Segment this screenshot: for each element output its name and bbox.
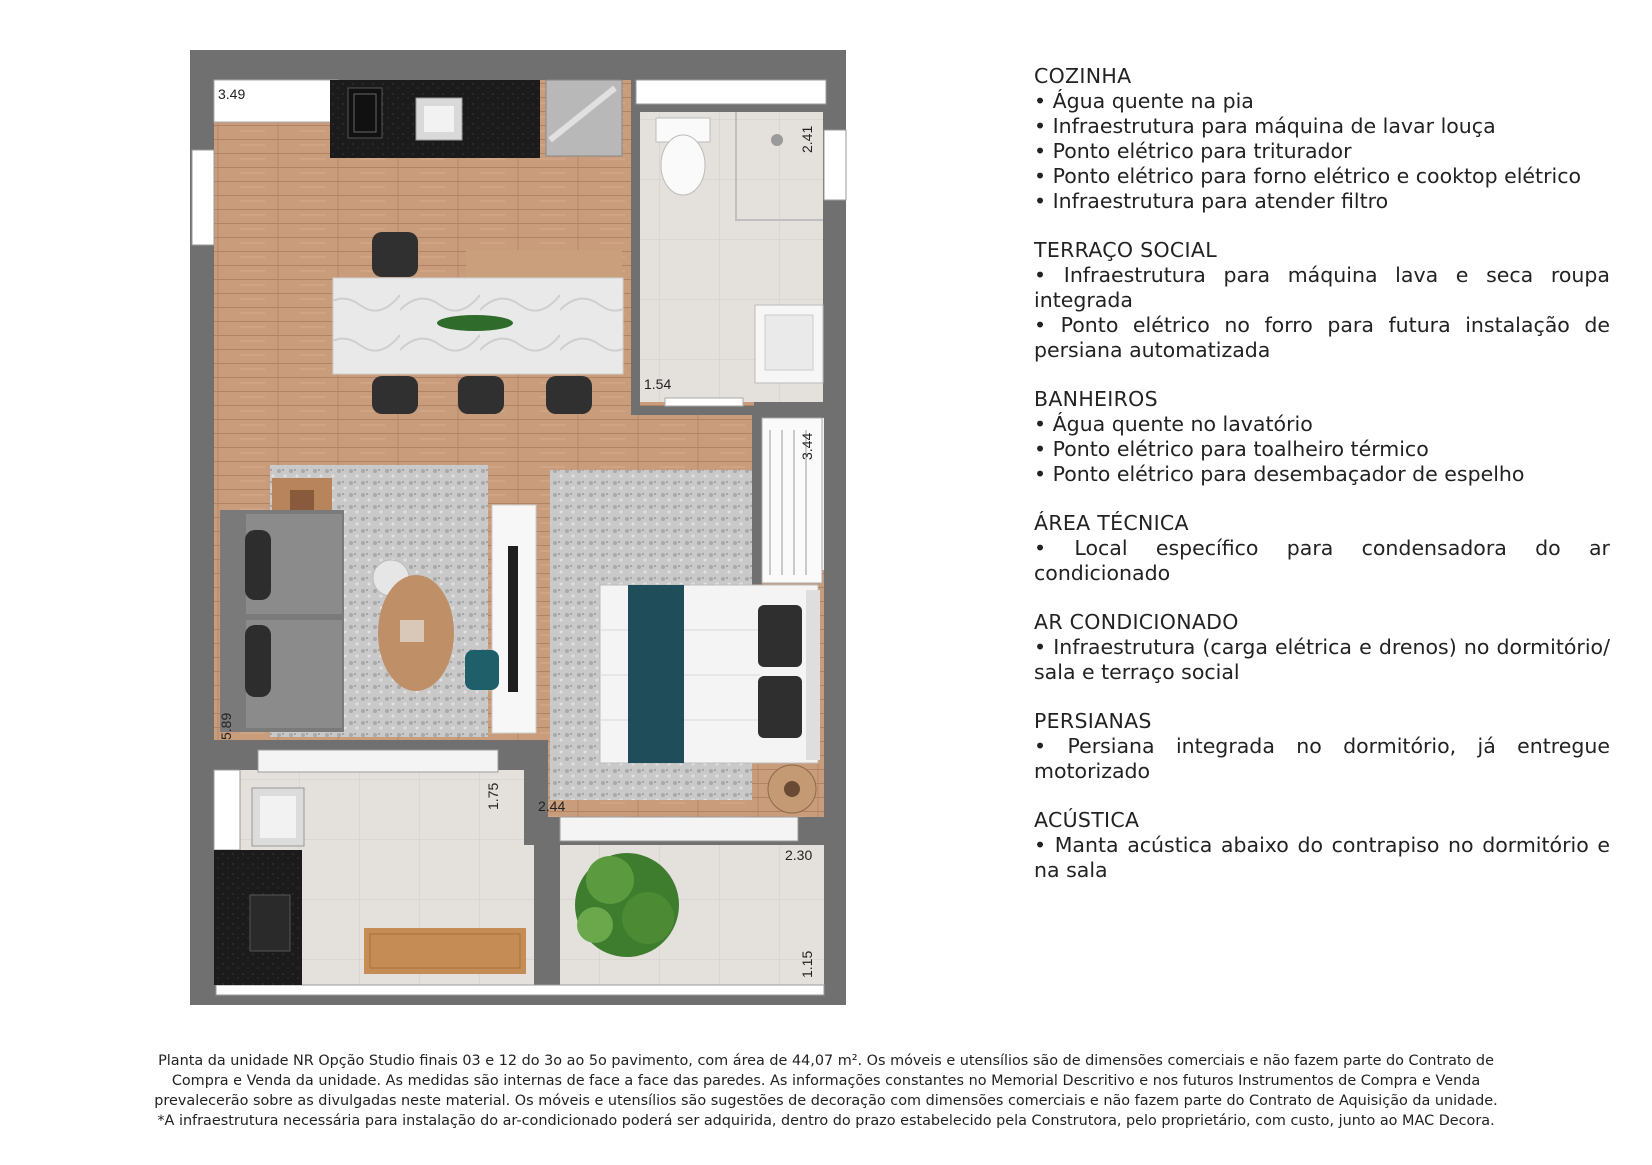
feature-section [1034, 64, 1610, 214]
feature-item: • Ponto elétrico para toalheiro térmico [1034, 437, 1429, 461]
dim-living-depth: 5.89 [218, 712, 234, 740]
feature-section-title: ÁREA TÉCNICA [1034, 511, 1189, 535]
dim-technical-area: 3.44 [799, 432, 815, 460]
dining-island [333, 232, 623, 414]
dim-terrace-width: 2.30 [785, 847, 813, 863]
feature-item: • Ponto elétrico para forno elétrico e cooktop elétrico [1034, 164, 1582, 188]
accent-chair [465, 650, 499, 690]
footnote [60, 1051, 1592, 1131]
pillow-top [758, 605, 802, 667]
feature-section [1034, 610, 1610, 685]
feature-item: • Água quente na pia [1034, 89, 1254, 113]
feature-section [1034, 511, 1610, 586]
feature-section [1034, 709, 1610, 784]
dim-service-depth: 1.75 [485, 782, 501, 810]
feature-section-title: COZINHA [1034, 64, 1132, 88]
service-window [214, 770, 240, 850]
headboard [806, 590, 820, 760]
feature-item: • Manta acústica abaixo do contrapiso no dormitório e na sala [1034, 833, 1610, 882]
toilet-bowl [661, 135, 705, 195]
dim-bath-width: 1.54 [644, 376, 672, 392]
service-door-frame [258, 750, 498, 772]
feature-section-title: BANHEIROS [1034, 387, 1158, 411]
terrace [575, 853, 679, 957]
feature-item: • Infraestrutura (carga elétrica e drenos) no dormitório/ sala e terraço social [1034, 635, 1610, 684]
dim-terrace-depth: 1.15 [799, 950, 815, 978]
feature-item: • Ponto elétrico para triturador [1034, 139, 1352, 163]
feature-item: • Ponto elétrico para desembaçador de espelho [1034, 462, 1525, 486]
pillow-bottom [758, 676, 802, 738]
feature-item: • Persiana integrada no dormitório, já entregue motorizado [1034, 734, 1610, 783]
feature-section [1034, 387, 1610, 487]
feature-section [1034, 808, 1610, 883]
footnote-line: Planta da unidade NR Opção Studio finais 03 e 12 do 3o ao 5o pavimento, com área de 44,07 m². Os móveis e utensílios são de dimensões comerciais e não fazem parte do Contrato de [158, 1053, 1494, 1069]
feature-item: • Ponto elétrico no forro para futura instalação de persiana automatizada [1034, 313, 1610, 362]
footnote-line: prevalecerão sobre as divulgadas neste material. Os móveis e utensílios são sugestões de decoração com dimensões comerciais e não fazem parte do Contrato de Aquisição da unidade. [154, 1093, 1498, 1109]
bath-window [824, 130, 846, 200]
feature-section-title: AR CONDICIONADO [1034, 610, 1239, 634]
bottom-window [216, 985, 824, 995]
feature-item: • Água quente no lavatório [1034, 412, 1313, 436]
tv [508, 546, 518, 692]
feature-item: • Infraestrutura para máquina lava e seca roupa integrada [1034, 263, 1610, 312]
cooktop [348, 88, 382, 138]
feature-item: • Infraestrutura para máquina de lavar louça [1034, 114, 1496, 138]
footnote-line: *A infraestrutura necessária para instalação do ar-condicionado poderá ser adquirida, dentro do prazo estabelecido pela Construtora, pelo proprietário, com custo, junto ao MAC Decora. [157, 1113, 1495, 1129]
features-list [1034, 64, 1610, 907]
bench [364, 928, 526, 974]
feature-section-title: TERRAÇO SOCIAL [1034, 238, 1217, 262]
feature-item: • Infraestrutura para atender filtro [1034, 189, 1389, 213]
floor-plan [0, 0, 860, 1020]
shower-head [771, 134, 783, 146]
feature-section [1034, 238, 1610, 363]
bedroom-door-frame [560, 817, 798, 841]
bathroom-skylight [636, 80, 826, 104]
plant-tray [437, 315, 513, 331]
feature-section-title: ACÚSTICA [1034, 808, 1140, 832]
footnote-line: Compra e Venda da unidade. As medidas são internas de face a face das paredes. As informações constantes no Memorial Descritivo e nos futuros Instrumentos de Compra e Venda [171, 1073, 1481, 1089]
feature-item: • Local específico para condensadora do ar condicionado [1034, 536, 1610, 585]
dim-bath-depth: 2.41 [799, 125, 815, 153]
bed-blanket [628, 585, 684, 763]
dim-kitchen-width: 3.49 [218, 86, 246, 102]
dim-bedroom-width: 2.44 [538, 798, 566, 814]
washing-machine [250, 895, 290, 951]
feature-section-title: PERSIANAS [1034, 709, 1152, 733]
kitchen-window [192, 150, 214, 245]
